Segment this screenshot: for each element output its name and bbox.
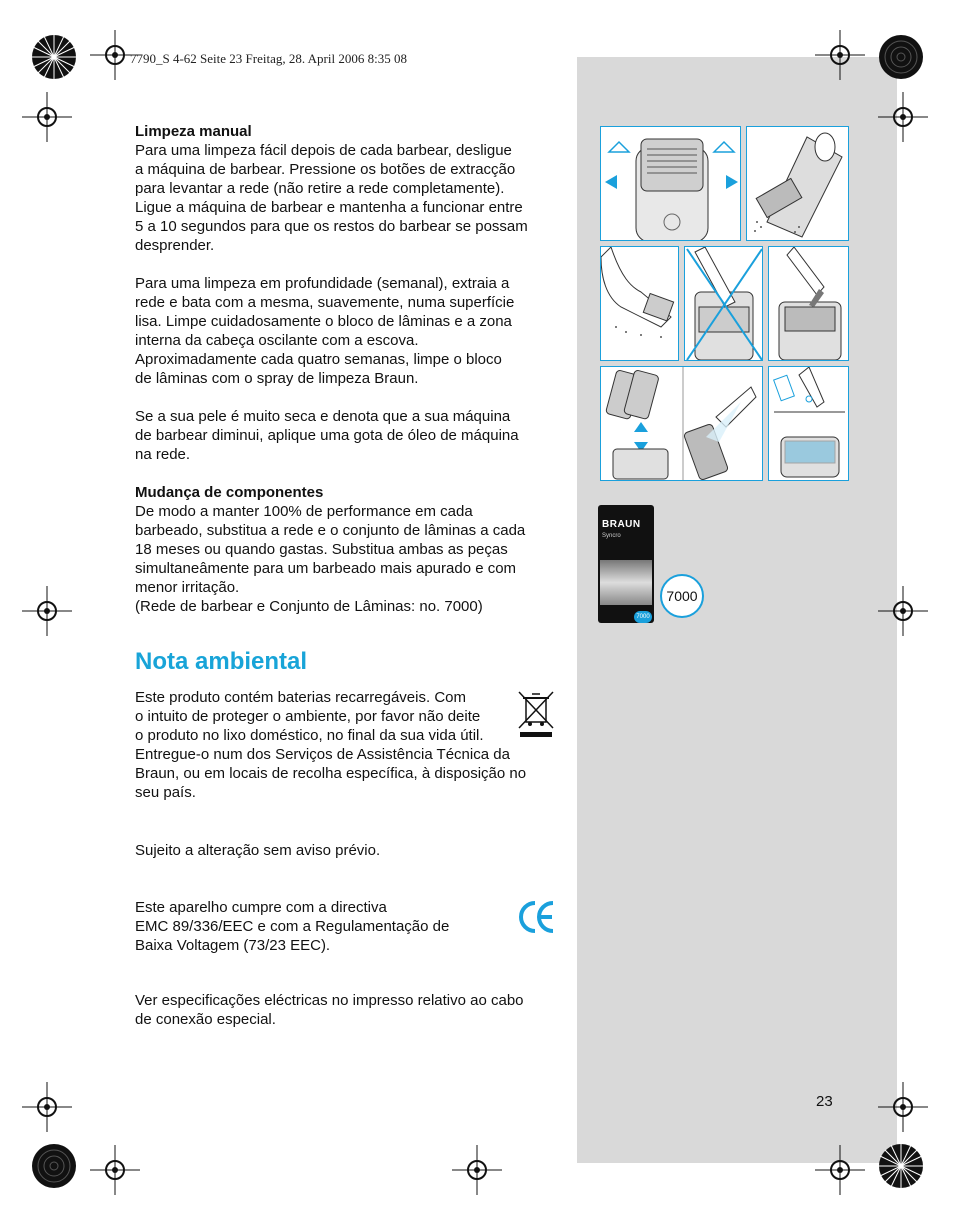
pack-callout-badge: 7000 (660, 574, 704, 618)
crosshair-mark-icon (878, 1082, 928, 1132)
mudanca-line: De modo a manter 100% de performance em cada (135, 503, 473, 520)
directiva-line: EMC 89/336/EEC e com a Regulamentação de (135, 918, 450, 935)
spacer (135, 464, 555, 483)
nota-line: Braun, ou em locais de recolha específica, à disposição no (135, 765, 527, 782)
limpeza-p2-line: lisa. Limpe cuidadosamente o bloco de lâminas e a zona (135, 313, 512, 330)
pack-number: 7000 (634, 611, 652, 623)
ce-mark-icon (517, 899, 557, 935)
ver-line: Ver especificações eléctricas no impresso relativo ao cabo (135, 992, 524, 1009)
pack-subtitle: Syncro (602, 533, 621, 539)
limpeza-p2-line: Para uma limpeza em profundidade (semanal), extraia a (135, 275, 510, 292)
crosshair-mark-icon (452, 1145, 502, 1195)
crosshair-mark-icon (878, 92, 928, 142)
limpeza-section (135, 122, 555, 616)
crosshair-mark-icon (815, 30, 865, 80)
nota-line: o produto no lixo doméstico, no final da sua vida útil. (135, 727, 484, 744)
mudanca-line: barbeado, substitua a rede e o conjunto de lâminas a cada (135, 522, 526, 539)
crosshair-mark-icon (22, 92, 72, 142)
nota-section (135, 688, 555, 802)
spacer (135, 388, 555, 407)
limpeza-p3-line: Se a sua pele é muito seca e denota que a sua máquina (135, 408, 511, 425)
crosshair-mark-icon (90, 1145, 140, 1195)
registration-mark-icon (877, 33, 925, 81)
limpeza-p1-line: Ligue a máquina de barbear e mantenha a funcionar entre (135, 199, 523, 216)
page-number: 23 (816, 1093, 833, 1110)
crosshair-mark-icon (22, 586, 72, 636)
nota-line: Entregue-o num dos Serviços de Assistência Técnica da (135, 746, 510, 763)
illustration-5-brush-cutter (768, 246, 849, 361)
nota-line: o intuito de proteger o ambiente, por favor não deite (135, 708, 481, 725)
limpeza-p3-line: de barbear diminui, aplique uma gota de óleo de máquina (135, 427, 519, 444)
nota-ambiental-title: Nota ambiental (135, 648, 308, 675)
directiva-line: Este aparelho cumpre com a directiva (135, 899, 387, 916)
registration-mark-icon (877, 1142, 925, 1190)
ver-line: de conexão especial. (135, 1011, 276, 1028)
mudanca-line: (Rede de barbear e Conjunto de Lâminas: no. 7000) (135, 598, 483, 615)
mudanca-line: simultaneâmente para um barbeado mais apurado e com (135, 560, 517, 577)
crosshair-mark-icon (815, 1145, 865, 1195)
ver-section (135, 991, 555, 1029)
pack-window (600, 560, 652, 605)
nota-line: seu país. (135, 784, 196, 801)
illustration-1-shaver-head (600, 126, 741, 241)
nota-line: Este produto contém baterias recarregáveis. Com (135, 689, 466, 706)
limpeza-p1-line: para levantar a rede (não retire a rede completamente). (135, 180, 505, 197)
registration-mark-icon (30, 1142, 78, 1190)
pack-brand: BRAUN (602, 519, 641, 530)
spacer (135, 255, 555, 274)
registration-mark-icon (30, 33, 78, 81)
crosshair-mark-icon (878, 586, 928, 636)
limpeza-p1-line: a máquina de barbear. Pressione os botões de extracção (135, 161, 516, 178)
illustration-6-cutter-removal (600, 366, 763, 481)
illustration-7-oil-drop (768, 366, 849, 481)
limpeza-p2-line: interna da cabeça oscilante com a escova. (135, 332, 419, 349)
replacement-pack (598, 505, 654, 623)
mudanca-line: menor irritação. (135, 579, 240, 596)
mudanca-heading: Mudança de componentes (135, 484, 324, 501)
limpeza-p3-line: na rede. (135, 446, 191, 463)
illustration-2-shaver-tap (746, 126, 849, 241)
directiva-section (135, 898, 555, 955)
directiva-line: Baixa Voltagem (73/23 EEC). (135, 937, 331, 954)
weee-bin-icon (516, 690, 556, 738)
limpeza-p2-line: rede e bata com a mesma, suavemente, numa superfície (135, 294, 515, 311)
mudanca-line: 18 meses ou quando gastas. Substitua ambas as peças (135, 541, 508, 558)
limpeza-p2-line: Aproximadamente cada quatro semanas, limpe o bloco (135, 351, 502, 368)
limpeza-heading: Limpeza manual (135, 123, 252, 140)
limpeza-p1-line: 5 a 10 segundos para que os restos do barbear se possam (135, 218, 528, 235)
limpeza-p1-line: desprender. (135, 237, 215, 254)
illustration-4-dont-brush-foil (684, 246, 763, 361)
illustration-3-tap-foil (600, 246, 679, 361)
limpeza-p1-line: Para uma limpeza fácil depois de cada barbear, desligue (135, 142, 512, 159)
print-slug: 7790_S 4-62 Seite 23 Freitag, 28. April 2006 8:35 08 (130, 51, 407, 66)
sujeito-text: Sujeito a alteração sem aviso prévio. (135, 842, 381, 859)
limpeza-p2-line: de lâminas com o spray de limpeza Braun. (135, 370, 419, 387)
crosshair-mark-icon (22, 1082, 72, 1132)
